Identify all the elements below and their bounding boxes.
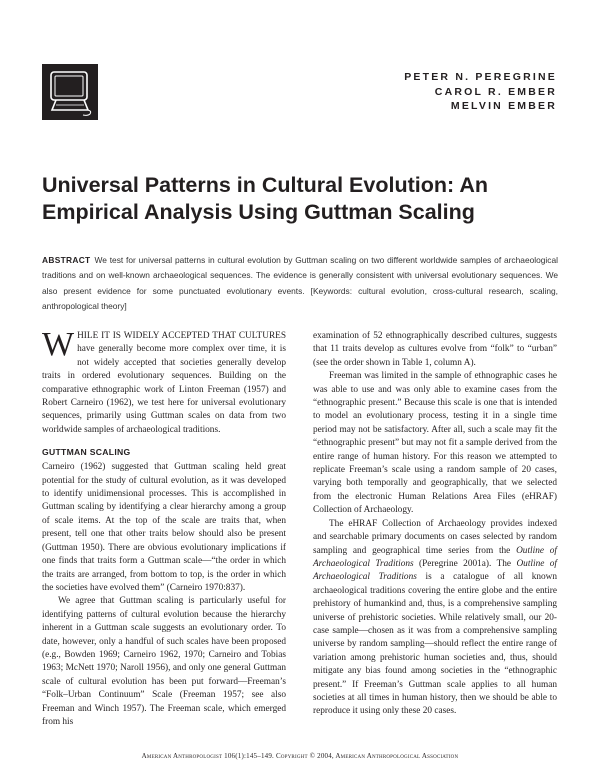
section-heading: GUTTMAN SCALING	[42, 447, 131, 458]
drop-cap: W	[42, 326, 75, 363]
author-name: PETER N. PEREGRINE	[404, 71, 557, 83]
author-list	[404, 70, 557, 114]
abstract	[42, 253, 558, 315]
author-name: MELVIN EMBER	[450, 100, 557, 112]
title-line: Empirical Analysis Using Guttman Scaling	[42, 200, 475, 224]
italic-title: Outline of Archaeological Traditions	[313, 558, 557, 583]
body-column-left	[42, 326, 286, 729]
computer-monitor-icon	[42, 64, 98, 120]
body-paragraph: examination of 52 ethnographically described cultures, suggests that 11 traits develop as cultures evolve from “folk” to “urban” (see the order shown in Table 1, column A).	[313, 331, 557, 368]
intro-caps: HILE IT IS WIDELY ACCEPTED THAT CULTURES	[77, 331, 286, 341]
body-paragraph: Carneiro (1962) suggested that Guttman scaling held great potential for the study of cultural evolution, as it was developed to identify unidimensional processes. This is accomplished in Guttman scaling by identifying a clear hierarchy among a group of scale items. At the top of the scale are traits that, when present, tell one that other traits below should also be present (Guttman 1950). There are obvious evolutionary implications if one finds that traits form a Guttman scale—“the order in which the traits are arranged, from bottom to top, is the order in which the societies have evolved them” (Carneiro 1970:837).	[42, 462, 286, 593]
body-paragraph: We agree that Guttman scaling is particularly useful for identifying patterns of cultural evolution because the hierarchy inherent in a Guttman scale suggests an evolutionary order. To date, however, only a handful of such scales have been proposed (e.g., Bowden 1969; Carneiro 1962, 1970; Carneiro and Tobias 1963; McNett 1970; Naroll 1956), and only one general Guttman scale of cultural evolution has been put forward—Freeman’s “Folk–Urban Continuum” Scale (Freeman 1957; see also Freeman and Winch 1957). The Freeman scale, which emerged from his	[42, 596, 286, 727]
body-paragraph: Freeman was limited in the sample of ethnographic cases he was able to use and was only able to examine cases from the “ethnographic present.” Because this scale is one that is intended to model an evolutionary process, testing it in a single time period may not be satisfactory. After all, such a scale may fit the “ethnographic present” but may not fit a sample derived from the entire range of human history. For this reason we attempted to replicate Freeman’s scale using a random sample of 20 cases, varying both temporally and geographically, that we selected from the electronic Human Relations Area Files (eHRAF) Collection of Archaeology.	[313, 371, 557, 516]
article-title	[42, 172, 562, 226]
text-run: The eHRAF Collection of Archaeology provides indexed and searchable primary documents on cases selected by random sampling and geographical time series from the	[313, 518, 557, 556]
intro-text: have generally become more complex over time, it is not widely accepted that societies generally develop traits in ordered evolutionary sequences. Building on the comparative ethnographic work of Linton Freeman (1957) and Robert Carneiro (1962), we test here for universal evolutionary sequences, primarily using Guttman scales on data from two worldwide samples of archaeological traditions.	[42, 344, 286, 435]
body-column-right	[313, 330, 557, 719]
text-run: (Peregrine 2001a). The	[413, 558, 517, 569]
author-name: CAROL R. EMBER	[434, 85, 557, 98]
journal-logo	[42, 64, 98, 120]
intro-paragraph	[42, 326, 286, 437]
abstract-text: We test for universal patterns in cultural evolution by Guttman scaling on two different worldwide samples of archaeological traditions and on well-known archaeological sequences. The evidence is generally consistent with universal evolutionary sequences. We also present evidence for some punctuated evolutionary events. [Keywords: cultural evolution, cross-cultural research, scaling, anthropological theory]	[42, 255, 558, 312]
citation-line: American Anthropologist 106(1):145–149. Copyright © 2004, American Anthropological Association	[141, 752, 459, 760]
title-line: Universal Patterns in Cultural Evolution: An	[42, 173, 488, 197]
body-paragraph	[313, 518, 557, 719]
page-footer	[0, 752, 600, 760]
abstract-label: ABSTRACT	[42, 255, 91, 265]
text-run: is a catalogue of all known archaeological traditions covering the entire globe and the entire prehistory of humankind and, thus, is a comprehensive sampling universe of prehistoric societies. While relatively small, our 20-case sample—chosen as it was from a comprehensive sampling universe by random sampling—should reflect the entire range of variation among prehistoric human societies and, thus, should mitigate any bias found among societies in the “ethnographic present.” If Freeman’s Guttman scale applies to all human societies at all times in human history, then we should be able to reproduce it using only these 20 cases.	[313, 572, 558, 717]
italic-title: Outline of Archaeological Traditions	[313, 545, 557, 569]
